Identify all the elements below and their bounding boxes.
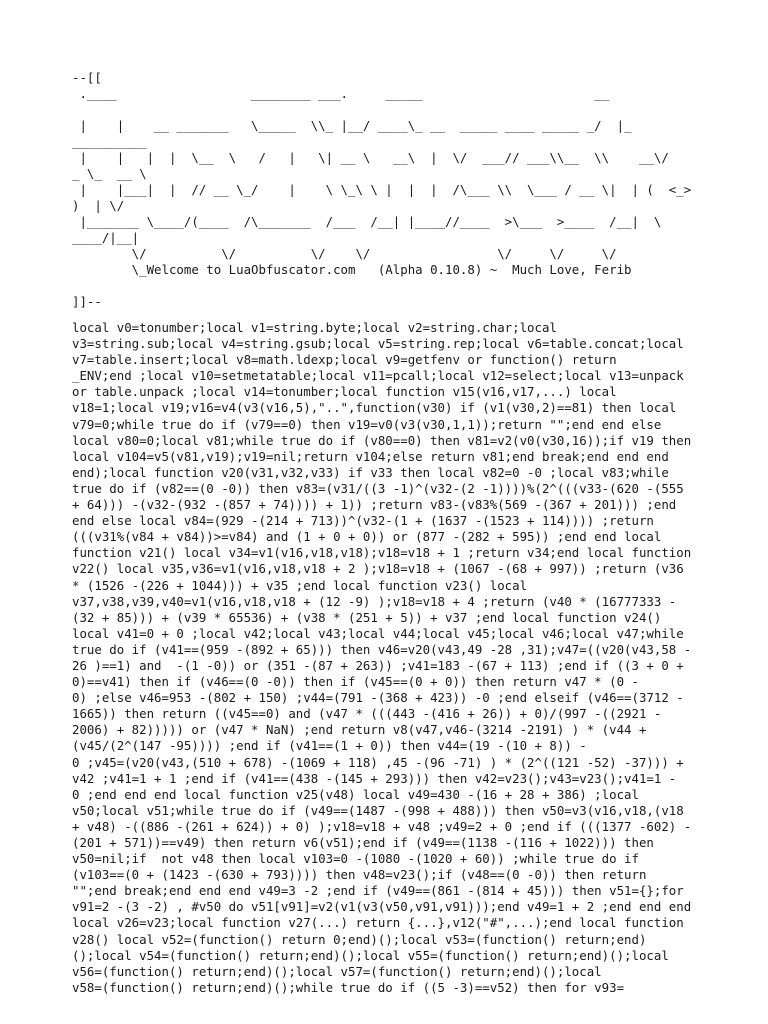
comment-close: ]]-- bbox=[72, 294, 102, 309]
code-line: + v48) -((886 -(261 + 624)) + 0) );v18=v18 + v48 ;v49=2 + 0 ;end if (((1377 -602) - bbox=[72, 818, 692, 834]
code-line: 0 ;end end end local function v25(v48) local v49=430 -(16 + 28 + 386) ;local bbox=[72, 786, 639, 802]
code-line: 0)==v41) then if (v46==(0 -0)) then if (v45==(0 + 0)) then return v47 * (0 - bbox=[72, 674, 639, 690]
code-line: v7=table.insert;local v8=math.ldexp;local v9=getfenv or function() return bbox=[72, 352, 617, 368]
code-line: v58=(function() return;end)();while true do if ((5 -3)==v52) then for v93= bbox=[72, 979, 625, 995]
code-line: 1665)) then return ((v45==0) and (v47 * (((443 -(416 + 26)) + 0)/(997 -((2921 - bbox=[72, 706, 662, 722]
code-line: end);local function v20(v31,v32,v33) if v33 then local v82=0 -0 ;local v83;while bbox=[72, 464, 669, 480]
code-line: * (1526 -(226 + 1044))) + v35 ;end local function v23() local bbox=[72, 577, 528, 593]
code-line: true do if (v41==(959 -(892 + 65))) then v46=v20(v43,49 -28 ,31);v47=((v20(v43,58 - bbox=[72, 641, 692, 657]
code-line: local v0=tonumber;local v1=string.byte;local v2=string.char;local bbox=[72, 320, 557, 335]
code-line: v56=(function() return;end)();local v57=(function() return;end)();local bbox=[72, 963, 602, 979]
code-line: v28() local v52=(function() return 0;end)();local v53=(function() return;end) bbox=[72, 931, 647, 947]
code-line: (201 + 571))==v49) then return v6(v51);end if (v49==(1138 -(116 + 1022))) then bbox=[72, 835, 654, 850]
code-line: + 64))) -(v32-(932 -(857 + 74)))) + 1)) ;return v83-(v83%(569 -(367 + 201))) ;end bbox=[72, 497, 677, 513]
ascii-banner-line: | | __ _______ \_____ \\_ |__/ ____\_ __ _____ ____ _____ _/ |_ bbox=[72, 118, 632, 133]
code-line: 2006) + 82))))) or (v47 * NaN) ;end return v8(v47,v46-(3214 -2191) ) * (v44 + bbox=[72, 722, 647, 738]
ascii-banner-line: .____ ________ ___. _____ __ bbox=[72, 86, 610, 101]
code-line: "";end break;end end end v49=3 -2 ;end if (v49==(861 -(814 + 45))) then v51={};for bbox=[72, 883, 684, 899]
obfuscated-lua-code bbox=[72, 320, 700, 996]
code-line: v50=nil;if not v48 then local v103=0 -(1080 -(1020 + 60)) ;while true do if bbox=[72, 851, 639, 867]
code-line: (32 + 85))) + (v39 * 65536) + (v38 * (251 + 5)) + v37 ;end local function v24() bbox=[72, 609, 662, 625]
code-line: 0) ;else v46=953 -(802 + 150) ;v44=(791 -(368 + 423)) -0 ;end elseif (v46==(3712 - bbox=[72, 690, 684, 706]
comment-open: --[[ bbox=[72, 70, 102, 85]
ascii-banner-line: __________ bbox=[72, 134, 147, 149]
code-line: (v103==(0 + (1423 -(630 + 793)))) then v48=v23();if (v48==(0 -0)) then return bbox=[72, 867, 647, 883]
code-line: function v21() local v34=v1(v16,v18,v18);v18=v18 + 1 ;return v34;end local function bbox=[72, 545, 692, 561]
welcome-line: \_Welcome to LuaObfuscator.com (Alpha 0.10.8) ~ Much Love, Ferib bbox=[72, 262, 632, 277]
code-line: v22() local v35,v36=v1(v16,v18,v18 + 2 );v18=v18 + (1067 -(68 + 997)) ;return (v36 bbox=[72, 561, 684, 577]
code-line: local v80=0;local v81;while true do if (v80==0) then v81=v2(v0(v30,16));if v19 then bbox=[72, 432, 692, 448]
code-line: or table.unpack ;local v14=tonumber;local function v15(v16,v17,...) local bbox=[72, 384, 617, 400]
code-line: local v41=0 + 0 ;local v42;local v43;local v44;local v45;local v46;local v47;while bbox=[72, 625, 684, 641]
code-line: v18=1;local v19;v16=v4(v3(v16,5),"..",function(v30) if (v1(v30,2)==81) then local bbox=[72, 400, 677, 416]
code-line: 0 ;v45=(v20(v43,(510 + 678) -(1069 + 118) ,45 -(96 -71) ) * (2^((121 -52) -37))) + bbox=[72, 754, 684, 770]
ascii-banner-line: ) | \/ bbox=[72, 198, 125, 213]
code-line: v79=0;while true do if (v79==0) then v19=v0(v3(v30,1,1));return "";end end else bbox=[72, 416, 662, 432]
code-line: local v104=v5(v81,v19);v19=nil;return v104;else return v81;end break;end end end bbox=[72, 448, 669, 464]
code-line: true do if (v82==(0 -0)) then v83=(v31/((3 -1)^(v32-(2 -1))))%(2^(((v33-(620 -(555 bbox=[72, 480, 684, 496]
code-line: (v45/(2^(147 -95)))) ;end if (v41==(1 + 0)) then v44=(19 -(10 + 8)) - bbox=[72, 738, 587, 754]
ascii-banner-line: _ \_ __ \ bbox=[72, 166, 147, 181]
ascii-banner-line: \/ \/ \/ \/ \/ \/ \/ bbox=[72, 246, 617, 261]
code-line: local v26=v23;local function v27(...) return {...},v12("#",...);end local function bbox=[72, 915, 684, 931]
code-line: v91=2 -(3 -2) , #v50 do v51[v91]=v2(v1(v3(v50,v91,v91)));end v49=1 + 2 ;end end end bbox=[72, 899, 692, 915]
ascii-banner-line: ____/|__| bbox=[72, 230, 140, 245]
ascii-banner-line: | |___| | // __ \_/ | \ \_\ \ | | | /\___ \\ \___ / __ \| | ( <_> bbox=[72, 182, 692, 197]
code-line: ();local v54=(function() return;end)();local v55=(function() return;end)();local bbox=[72, 947, 669, 963]
code-line: v37,v38,v39,v40=v1(v16,v18,v18 + (12 -9) );v18=v18 + 4 ;return (v40 * (16777333 - bbox=[72, 593, 677, 609]
code-line: v50;local v51;while true do if (v49==(1487 -(998 + 488))) then v50=v3(v16,v18,(v18 bbox=[72, 802, 684, 818]
code-line: (((v31%(v84 + v84))>=v84) and (1 + 0 + 0)) or (877 -(282 + 595)) ;end end local bbox=[72, 529, 662, 545]
code-line: end else local v84=(929 -(214 + 713))^(v32-(1 + (1637 -(1523 + 114)))) ;return bbox=[72, 513, 654, 529]
code-line: _ENV;end ;local v10=setmetatable;local v11=pcall;local v12=select;local v13=unpack bbox=[72, 368, 684, 384]
code-line: 26 )==1) and -(1 -0)) or (351 -(87 + 263)) ;v41=183 -(67 + 113) ;end if ((3 + 0 + bbox=[72, 657, 684, 673]
ascii-banner-line: |_______ \____/(____ /\_______ /___ /__| |____//____ >\___ >____ /__| \ bbox=[72, 214, 662, 229]
code-line: v3=string.sub;local v4=string.gsub;local v5=string.rep;local v6=table.concat;local bbox=[72, 336, 684, 352]
code-line: v42 ;v41=1 + 1 ;end if (v41==(438 -(145 + 293))) then v42=v23();v43=v23();v41=1 - bbox=[72, 770, 677, 786]
ascii-banner-line: | | | | \__ \ / | \| __ \ __\ | \/ ___// ___\\__ \\ __\/ bbox=[72, 150, 669, 165]
